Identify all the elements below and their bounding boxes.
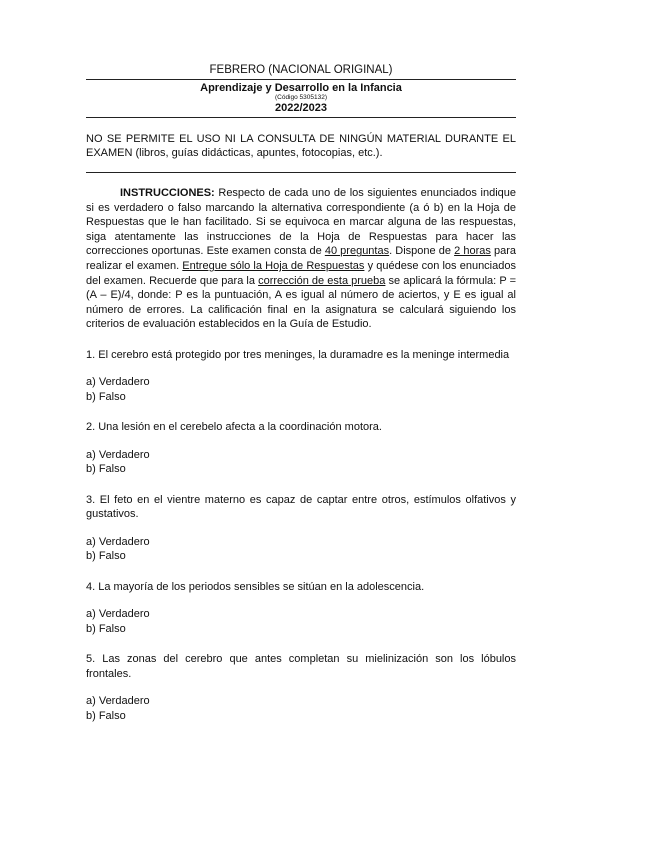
question-5 [86,652,516,723]
question-text: 2. Una lesión en el cerebelo afecta a la coordinación motora. [86,421,382,434]
option-b: b) Falso [86,550,126,563]
instructions-text-4: y quédese con los enunciados del examen. Recuerde que para la [86,259,516,287]
option-a: a) Verdadero [86,448,150,461]
answer-options [86,535,516,564]
instructions-text-3: para realizar el examen. [86,245,516,272]
option-b: b) Falso [86,622,126,635]
subject-code: (Código 5305132) [274,94,328,101]
question-3 [86,493,516,564]
option-a: a) Verdadero [86,608,150,621]
question-1 [86,348,516,405]
question-text: 1. El cerebro está protegido por tres meninges, la duramadre es la meninge intermedia [86,348,510,361]
question-2 [86,420,516,477]
exam-header [86,64,516,118]
question-4 [86,580,516,637]
correction-note: corrección de esta prueba [258,274,386,287]
instructions-text-2: . Dispone de [389,245,455,258]
answer-sheet-note: Entregue sólo la Hoja de Respuestas [182,259,365,272]
answer-options [86,607,516,636]
question-text: 3. El feto en el vientre materno es capaz de captar entre otros, estímulos olfativos y gustativos. [86,493,516,521]
question-text: 4. La mayoría de los periodos sensibles se sitúan en la adolescencia. [86,580,425,593]
option-b: b) Falso [86,463,126,476]
question-count: 40 preguntas [324,245,390,258]
answer-options [86,694,516,723]
answer-options [86,448,516,477]
instructions-text-5: se aplicará la fórmula: P = (A – E)/4, donde: P es la puntuación, A es igual al número de aciertos, y E es igual al número de errores. La calificación final en la asignatura se calculará siguiendo los criterios de evaluación establecidos en la Guía de Estudio. [86,274,516,331]
question-text: 5. Las zonas del cerebro que antes completan su mielinización son los lóbulos frontales. [86,653,516,680]
instructions-text-1: Respecto de cada uno de los siguientes enunciados indique si es verdadero o falso marcando la alternativa correspondiente (a ó b) en la Hoja de Respuestas que le han facilitado. Si se equivoca en marcar alguna de las respuestas, siga atentamente las instrucciones de la Hoja de Respuestas para hacer las correcciones oportunas. Este examen consta de [86,187,516,258]
option-b: b) Falso [86,390,126,403]
option-a: a) Verdadero [86,376,150,389]
exam-page [86,64,516,723]
option-b: b) Falso [86,709,126,722]
exam-session: FEBRERO (NACIONAL ORIGINAL) [86,64,516,80]
time-allowed: 2 horas [454,245,491,258]
academic-year: 2022/2023 [86,102,516,118]
instructions-label: INSTRUCCIONES: [120,187,215,199]
instructions-paragraph [86,186,516,332]
answer-options [86,375,516,404]
option-a: a) Verdadero [86,695,150,708]
subject-title: Aprendizaje y Desarrollo en la Infancia [200,82,402,94]
option-a: a) Verdadero [86,535,150,548]
materials-warning: NO SE PERMITE EL USO NI LA CONSULTA DE NINGÚN MATERIAL DURANTE EL EXAMEN (libros, guías didácticas, apuntes, fotocopias, etc.). [86,132,516,173]
